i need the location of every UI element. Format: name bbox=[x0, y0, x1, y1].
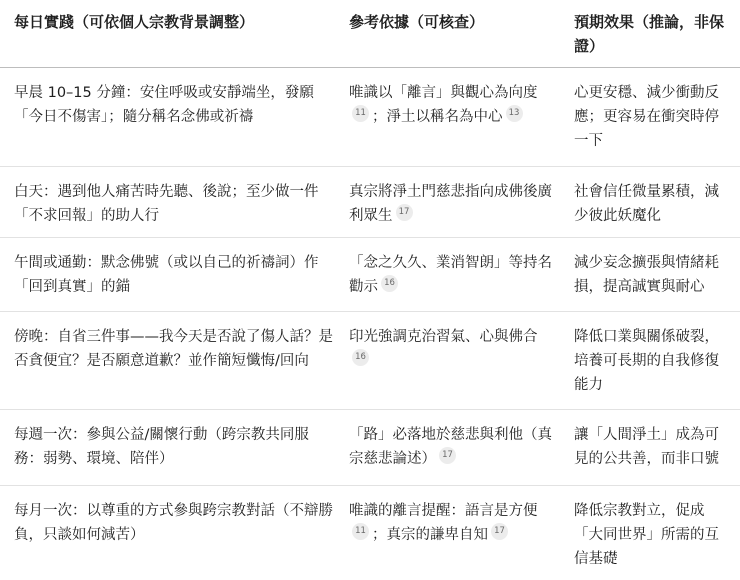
citation-badge[interactable]: 16 bbox=[352, 349, 369, 366]
header-daily-practice: 每日實踐（可依個人宗教背景調整） bbox=[0, 0, 345, 67]
table-row bbox=[0, 485, 740, 580]
effect-cell: 社會信任微量累積，減少彼此妖魔化 bbox=[570, 166, 740, 237]
citation-badge[interactable]: 17 bbox=[439, 447, 456, 464]
basis-cell bbox=[345, 409, 570, 485]
effect-cell: 心更安穩、減少衝動反應；更容易在衝突時停一下 bbox=[570, 67, 740, 166]
citation-badge[interactable]: 17 bbox=[396, 204, 413, 221]
basis-text: 「路」必落地於慈悲與利他（真宗慈悲論述） bbox=[349, 426, 552, 467]
basis-text: 印光強調克治習氣、心與佛合 bbox=[349, 328, 538, 345]
citation-badge[interactable]: 13 bbox=[506, 105, 523, 122]
citation-badge[interactable]: 11 bbox=[352, 523, 369, 540]
basis-text: 真宗將淨土門慈悲指向成佛後廣利眾生 bbox=[349, 183, 552, 224]
basis-text: 唯識以「離言」與觀心為向度 bbox=[349, 84, 538, 101]
basis-text: ；淨土以稱名為中心 bbox=[372, 108, 503, 125]
basis-text: ；真宗的謙卑自知 bbox=[372, 526, 488, 543]
citation-badge[interactable]: 11 bbox=[352, 105, 369, 122]
header-expected-effect: 預期效果（推論，非保證） bbox=[570, 0, 740, 67]
practice-cell: 白天：遇到他人痛苦時先聽、後說；至少做一件「不求回報」的助人行 bbox=[0, 166, 345, 237]
effect-cell: 讓「人間淨土」成為可見的公共善，而非口號 bbox=[570, 409, 740, 485]
header-reference-basis: 參考依據（可核查） bbox=[345, 0, 570, 67]
table-row bbox=[0, 311, 740, 409]
effect-cell: 降低宗教對立，促成「大同世界」所需的互信基礎 bbox=[574, 502, 719, 567]
table-header bbox=[0, 0, 740, 67]
practice-cell: 午間或通勤：默念佛號（或以自己的祈禱詞）作「回到真實」的錨 bbox=[0, 237, 345, 311]
table-row bbox=[0, 67, 740, 166]
basis-cell bbox=[345, 67, 570, 166]
practice-cell: 每週一次：參與公益/關懷行動（跨宗教共同服務：弱勢、環境、陪伴） bbox=[0, 409, 345, 485]
table-body bbox=[0, 67, 740, 580]
basis-cell bbox=[345, 311, 570, 409]
practice-cell: 早晨 10–15 分鐘：安住呼吸或安靜端坐，發願「今日不傷害」；隨分稱名念佛或祈禱 bbox=[0, 67, 345, 166]
table-row bbox=[0, 166, 740, 237]
table-row bbox=[0, 237, 740, 311]
basis-text: 唯識的離言提醒：語言是方便 bbox=[349, 502, 538, 519]
basis-cell bbox=[345, 485, 570, 580]
practice-cell: 傍晚：自省三件事——我今天是否說了傷人話？是否貪便宜？是否願意道歉？並作簡短懺悔/回向 bbox=[0, 311, 345, 409]
practice-cell: 每月一次：以尊重的方式參與跨宗教對話（不辯勝負，只談如何減苦） bbox=[14, 502, 333, 543]
effect-cell: 減少妄念擴張與情緒耗損，提高誠實與耐心 bbox=[570, 237, 740, 311]
basis-cell bbox=[345, 237, 570, 311]
effect-cell: 降低口業與關係破裂，培養可長期的自我修復能力 bbox=[570, 311, 740, 409]
citation-badge[interactable]: 17 bbox=[491, 523, 508, 540]
citation-badge[interactable]: 16 bbox=[381, 275, 398, 292]
header-row bbox=[0, 0, 740, 67]
basis-text: 「念之久久、業消智朗」等持名勸示 bbox=[349, 254, 552, 295]
table-row bbox=[0, 409, 740, 485]
basis-cell bbox=[345, 166, 570, 237]
